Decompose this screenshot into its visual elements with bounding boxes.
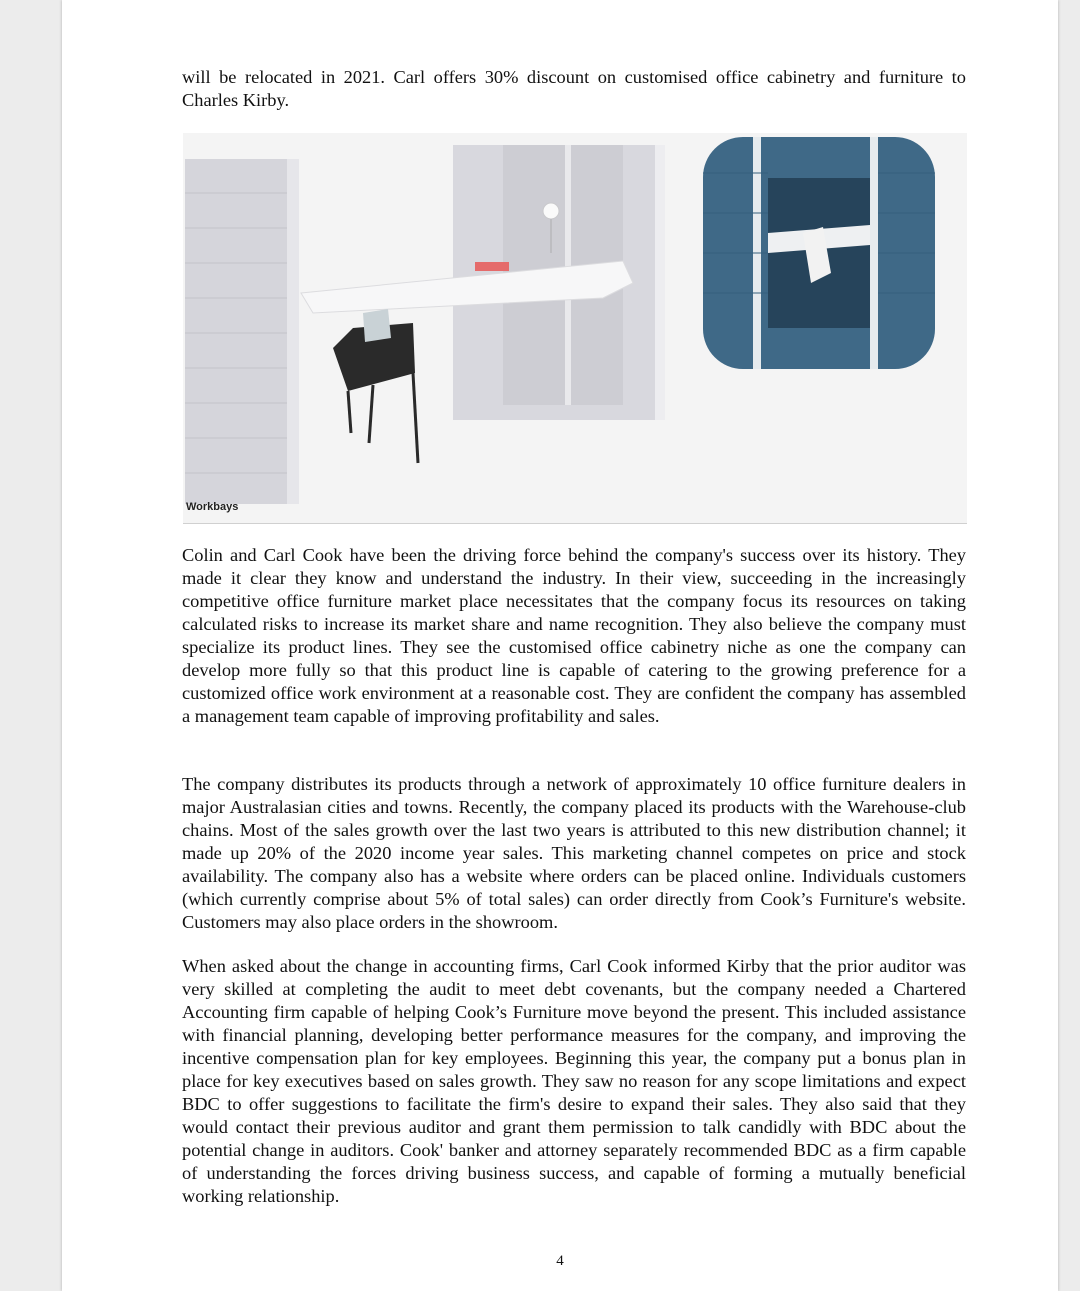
figure-caption: Workbays (186, 501, 239, 513)
paragraph-intro: will be relocated in 2021. Carl offers 30% discount on customised office cabinetry and furniture to Charles Kirby. (182, 67, 966, 110)
document-page (62, 0, 1058, 1291)
paragraph-company-strategy: Colin and Carl Cook have been the driving force behind the company's success over its history. They made it clear they know and understand the industry. In their view, succeeding in the increasingly competitive office furniture market place necessitates that the company focus its resources on taking calculated risks to increase its market share and name recognition. They also believe the company must specialize its product lines. They see the customised office cabinetry niche as one the company can develop more fully so that this product line is capable of catering to the growing preference for a customized office work environment at a reasonable cost. They are confident the company has assembled a management team capable of improving profitability and sales. (182, 545, 966, 726)
workbays-figure (183, 133, 967, 524)
paragraph-distribution: The company distributes its products through a network of approximately 10 office furniture dealers in major Australasian cities and towns. Recently, the company placed its products with the Warehouse-club chains. Most of the sales growth over the last two years is attributed to this new distribution channel; it made up 20% of the 2020 income year sales. This marketing channel competes on price and stock availability. The company also has a website where orders can be placed online. Individuals customers (which currently comprise about 5% of total sales) can order directly from Cook’s Furniture's website. Customers may also place orders in the showroom. (182, 774, 966, 932)
paragraph-auditor-change: When asked about the change in accounting firms, Carl Cook informed Kirby that the prior auditor was very skilled at completing the audit to meet debt covenants, but the company needed a Chartered Accounting firm capable of helping Cook’s Furniture move beyond the present. This included assistance with financial planning, developing better performance measures for the company, and improving the incentive compensation plan for key employees. Beginning this year, the company put a bonus plan in place for key executives based on sales growth. They saw no reason for any scope limitations and expect BDC to offer suggestions to facilitate the firm's desire to expand their sales. They also said that they would contact their previous auditor and grant them permission to talk candidly with BDC about the potential change in auditors. Cook' banker and attorney separately recommended BDC as a firm capable of understanding the forces driving business success, and capable of forming a mutually beneficial working relationship. (182, 956, 966, 1206)
page-number: 4 (556, 1253, 564, 1269)
workbays-photo (183, 133, 967, 523)
